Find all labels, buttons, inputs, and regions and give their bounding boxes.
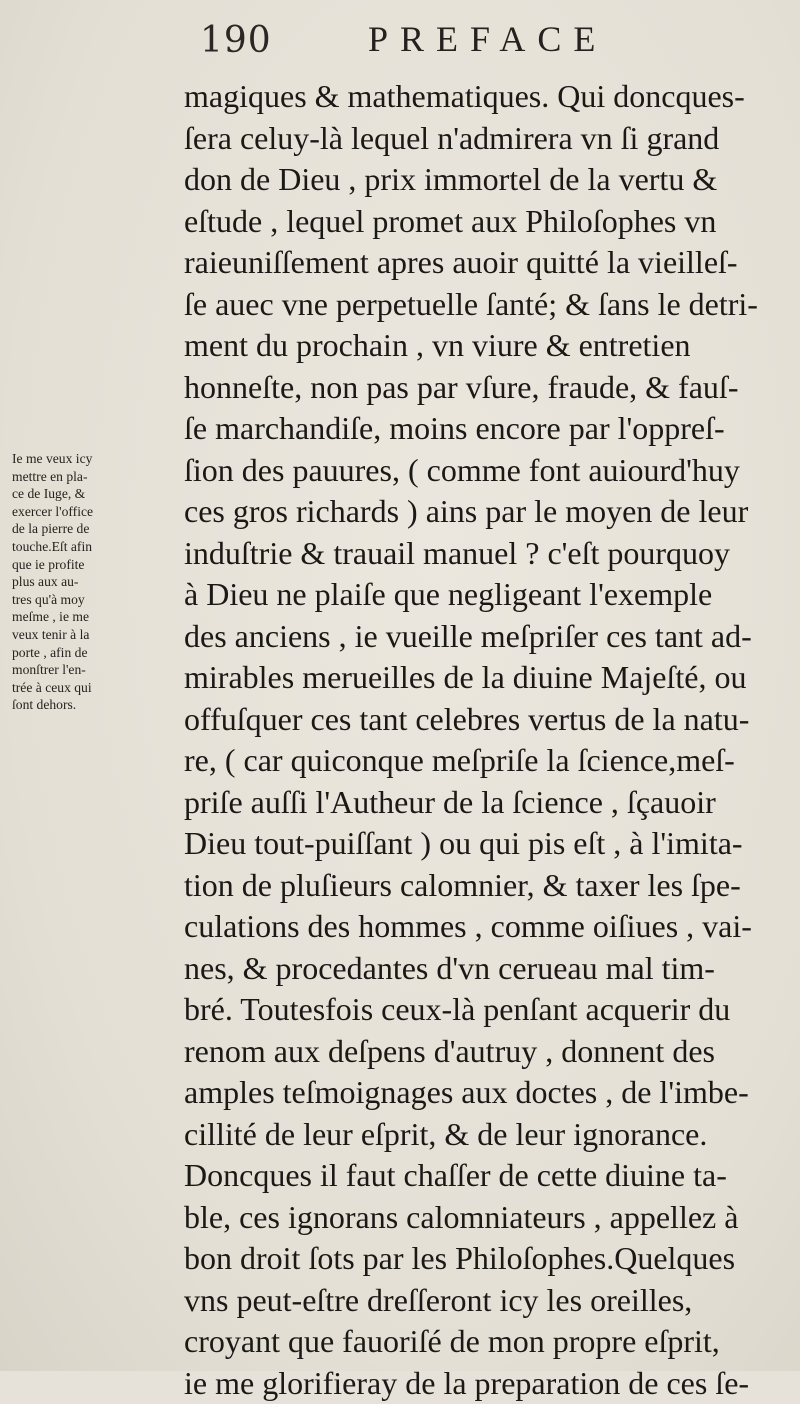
margin-line: tres qu'à moy xyxy=(12,591,184,609)
text-line: re, ( car quiconque meſpriſe la ſcience,meſ- xyxy=(184,740,784,782)
margin-line: trée à ceux qui xyxy=(12,679,184,697)
margin-line: touche.Eſt afin xyxy=(12,538,184,556)
text-line: ment du prochain , vn viure & entretien xyxy=(184,325,784,367)
text-line: ſe marchandiſe, moins encore par l'oppreſ- xyxy=(184,408,784,450)
text-line: bré. Toutesfois ceux-là penſant acquerir du xyxy=(184,989,784,1031)
text-line: mirables merueilles de la diuine Majeſté, ou xyxy=(184,657,784,699)
text-line: nes, & procedantes d'vn cerueau mal tim- xyxy=(184,948,784,990)
text-line: priſe auſſi l'Autheur de la ſcience , ſçauoir xyxy=(184,782,784,824)
margin-line: mettre en pla- xyxy=(12,468,184,486)
text-line: croyant que fauoriſé de mon propre eſprit, xyxy=(184,1321,784,1363)
margin-line: monſtrer l'en- xyxy=(12,661,184,679)
text-line: induſtrie & trauail manuel ? c'eſt pourquoy xyxy=(184,533,784,575)
text-line: don de Dieu , prix immortel de la vertu & xyxy=(184,159,784,201)
text-line: eſtude , lequel promet aux Philoſophes vn xyxy=(184,201,784,243)
text-line: renom aux deſpens d'autruy , donnent des xyxy=(184,1031,784,1073)
margin-line: exercer l'office xyxy=(12,503,184,521)
text-line: raieuniſſement apres auoir quitté la vieilleſ- xyxy=(184,242,784,284)
margin-line: porte , afin de xyxy=(12,644,184,662)
text-line: ie me glorifieray de la preparation de ces ſe- xyxy=(184,1363,784,1404)
text-line: ſe auec vne perpetuelle ſanté; & ſans le detri- xyxy=(184,284,784,326)
margin-line: meſme , ie me xyxy=(12,608,184,626)
text-line: vns peut-eſtre dreſſeront icy les oreilles, xyxy=(184,1280,784,1322)
text-line: ſera celuy-là lequel n'admirera vn ſi grand xyxy=(184,118,784,160)
margin-line: ſont dehors. xyxy=(12,696,184,714)
text-line: ble, ces ignorans calomniateurs , appellez à xyxy=(184,1197,784,1239)
margin-line: ce de Iuge, & xyxy=(12,485,184,503)
text-line: ces gros richards ) ains par le moyen de leur xyxy=(184,491,784,533)
marginal-note xyxy=(12,450,184,714)
margin-line: plus aux au- xyxy=(12,573,184,591)
text-line: culations des hommes , comme oiſiues , vai- xyxy=(184,906,784,948)
text-line: à Dieu ne plaiſe que negligeant l'exemple xyxy=(184,574,784,616)
main-text-block xyxy=(184,76,784,1404)
text-line: tion de pluſieurs calomnier, & taxer les ſpe- xyxy=(184,865,784,907)
margin-line: de la pierre de xyxy=(12,520,184,538)
text-line: honneſte, non pas par vſure, fraude, & fauſ- xyxy=(184,367,784,409)
text-line: magiques & mathematiques. Qui doncques- xyxy=(184,76,784,118)
text-line: ſion des pauures, ( comme font auiourd'huy xyxy=(184,450,784,492)
text-line: bon droit ſots par les Philoſophes.Quelques xyxy=(184,1238,784,1280)
text-line: offuſquer ces tant celebres vertus de la natu- xyxy=(184,699,784,741)
page-number: 190 xyxy=(200,20,272,61)
text-line: des anciens , ie vueille meſpriſer ces tant ad- xyxy=(184,616,784,658)
margin-line: veux tenir à la xyxy=(12,626,184,644)
text-line: cillité de leur eſprit, & de leur ignorance. xyxy=(184,1114,784,1156)
margin-line: que ie profite xyxy=(12,556,184,574)
page-header xyxy=(200,18,760,68)
text-line: amples teſmoignages aux doctes , de l'imbe- xyxy=(184,1072,784,1114)
running-head: PREFACE xyxy=(368,18,607,60)
text-line: Doncques il faut chaſſer de cette diuine ta- xyxy=(184,1155,784,1197)
margin-line: Ie me veux icy xyxy=(12,450,184,468)
text-line: Dieu tout-puiſſant ) ou qui pis eſt , à l'imita- xyxy=(184,823,784,865)
